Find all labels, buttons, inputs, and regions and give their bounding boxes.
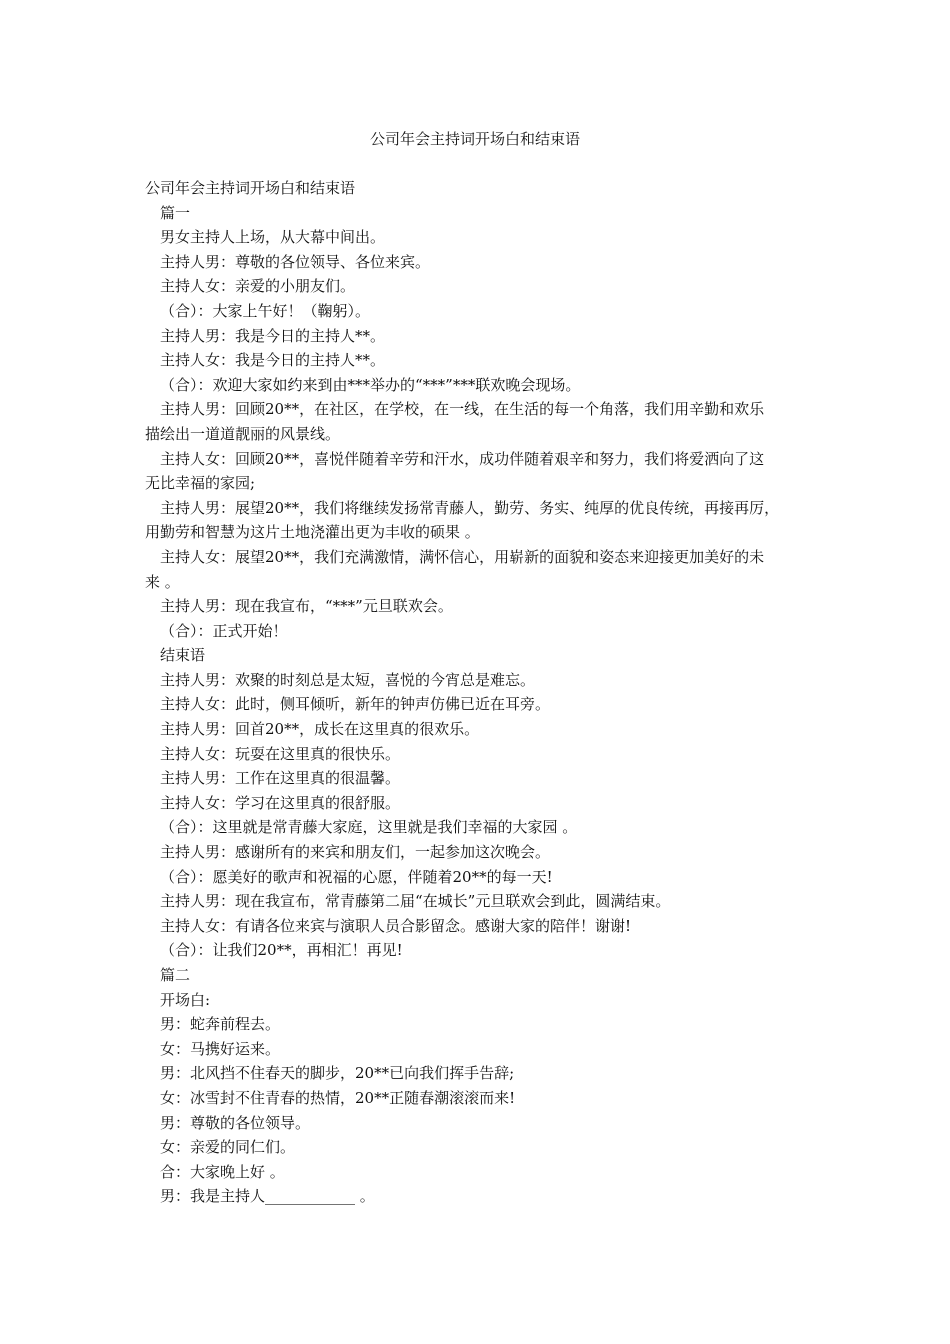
paragraph: 主持人男：尊敬的各位领导、各位来宾。 [160, 252, 431, 271]
paragraph: 主持人女：学习在这里真的很舒服。 [160, 793, 401, 812]
paragraph: 主持人女：展望20**，我们充满激情，满怀信心，用崭新的面貌和姿态来迎接更加美好的未 [160, 547, 765, 566]
paragraph: （合）：欢迎大家如约来到由***举办的“***”***联欢晚会现场。 [160, 375, 581, 394]
paragraph: 合：大家晚上好 。 [160, 1162, 285, 1181]
paragraph: 男：蛇奔前程去。 [160, 1015, 281, 1034]
paragraph: 主持人女：此时，侧耳倾听，新年的钟声仿佛已近在耳旁。 [160, 695, 551, 714]
paragraph: 主持人男：感谢所有的来宾和朋友们，一起参加这次晚会。 [160, 843, 551, 862]
document-heading: 公司年会主持词开场白和结束语 [145, 179, 356, 197]
paragraph: 主持人男：工作在这里真的很温馨。 [160, 769, 401, 788]
paragraph: 主持人男：展望20**，我们将继续发扬常青藤人，勤劳、务实、纯厚的优良传统，再接再厉， [160, 498, 780, 517]
paragraph: 男女主持人上场，从大幕中间出。 [160, 228, 386, 247]
paragraph: 女：亲爱的同仁们。 [160, 1138, 296, 1157]
document-title: 公司年会主持词开场白和结束语 [369, 130, 580, 148]
paragraph-continuation: 描绘出一道道靓丽的风景线。 [145, 424, 341, 443]
paragraph: 女：马携好运来。 [160, 1039, 281, 1058]
paragraph: 主持人男：我是今日的主持人**。 [160, 326, 386, 345]
section-heading-2: 篇二 [160, 966, 191, 984]
document-body [145, 176, 810, 1209]
paragraph: 主持人男：现在我宣布，“***”元旦联欢会。 [160, 597, 453, 616]
paragraph: （合）：这里就是常青藤大家庭，这里就是我们幸福的大家园 。 [160, 818, 578, 837]
paragraph: （合）：正式开始！ [160, 621, 288, 640]
paragraph: 男：我是主持人____________ 。 [160, 1187, 375, 1206]
section-heading-1: 篇一 [160, 203, 191, 222]
paragraph: 主持人女：亲爱的小朋友们。 [160, 277, 356, 296]
paragraph-continuation: 用勤劳和智慧为这片土地浇灌出更为丰收的硕果 。 [145, 523, 480, 542]
paragraph: 主持人男：回顾20**，在社区，在学校，在一线，在生活的每一个角落，我们用辛勤和欢乐 [160, 400, 765, 419]
paragraph: 主持人女：玩耍在这里真的很快乐。 [160, 744, 401, 763]
paragraph: 主持人男：回首20**，成长在这里真的很欢乐。 [160, 720, 480, 739]
paragraph: 女：冰雪封不住青春的热情，20**正随春潮滚滚而来! [160, 1088, 516, 1107]
paragraph: 主持人男：现在我宣布，常青藤第二届“在城长”元旦联欢会到此，圆满结束。 [160, 892, 671, 911]
paragraph-continuation: 无比幸福的家园; [145, 474, 256, 493]
paragraph-continuation: 来 。 [145, 572, 180, 591]
paragraph: （合）：让我们20**，再相汇！再见! [160, 941, 403, 960]
paragraph: （合）：大家上午好！（鞠躬）。 [160, 301, 371, 320]
paragraph: 开场白: [160, 990, 211, 1009]
paragraph: 主持人女：我是今日的主持人**。 [160, 351, 386, 370]
paragraph: 主持人女：有请各位来宾与演职人员合影留念。感谢大家的陪伴！谢谢! [160, 916, 632, 935]
paragraph: 男：北风挡不住春天的脚步，20**已向我们挥手告辞; [160, 1064, 515, 1083]
paragraph: 主持人女：回顾20**，喜悦伴随着辛劳和汗水，成功伴随着艰辛和努力，我们将爱洒向了这 [160, 449, 765, 468]
paragraph: （合）：愿美好的歌声和祝福的心愿，伴随着20**的每一天! [160, 867, 553, 886]
paragraph: 男：尊敬的各位领导。 [160, 1113, 311, 1132]
section-heading-closing: 结束语 [160, 646, 206, 665]
paragraph: 主持人男：欢聚的时刻总是太短，喜悦的今宵总是难忘。 [160, 670, 536, 689]
